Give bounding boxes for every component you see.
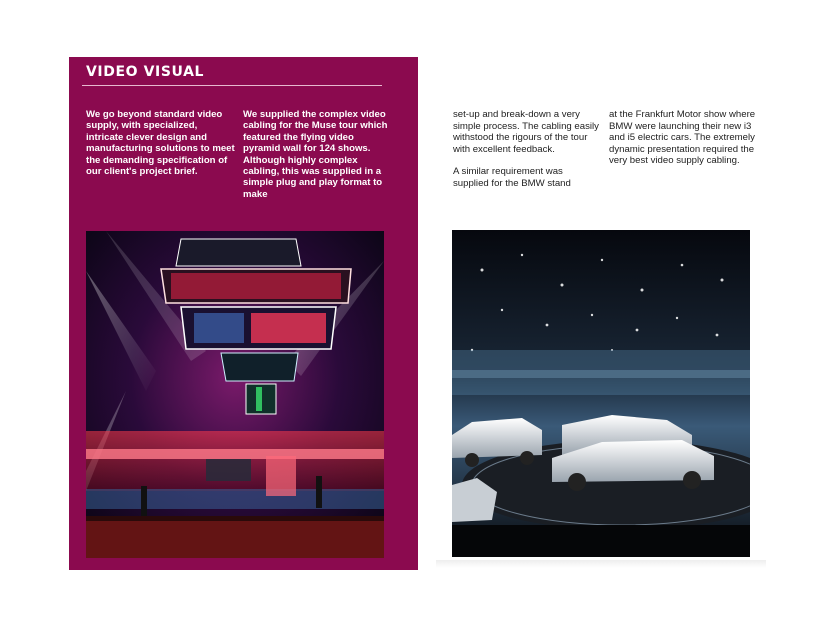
section-title: VIDEO VISUAL — [86, 64, 205, 80]
pyramid-highlight: flying video pyramid wall for 124 shows. — [243, 131, 371, 155]
muse-paragraph — [243, 109, 393, 200]
right-col1-paragraph-2: A similar requirement was supplied for the BMW stand — [453, 166, 571, 189]
muse-text-a: We supplied the complex video cabling for the — [243, 109, 386, 132]
page-shadow — [436, 560, 766, 568]
muse-concert-photo — [86, 231, 384, 558]
muse-text-e: Although highly complex cabling, this was supplied in a simple plug and play format to make — [243, 154, 383, 200]
muse-text-c: which featured the — [243, 120, 388, 143]
right-col1-paragraph-1: set-up and break-down a very simple process. The cabling easily withstood the rigours of the tour with excellent feedback. — [453, 109, 599, 155]
muse-tour-highlight: Muse tour — [311, 120, 358, 132]
bmw-stand-photo — [452, 230, 750, 557]
right-column-1 — [453, 109, 601, 201]
title-divider — [82, 85, 382, 86]
right-col2-paragraph-1: at the Frankfurt Motor show where BMW were launching their new i3 and i5 electric cars. The extremely dynamic presentation required the very best video supply cabling. — [609, 109, 756, 167]
right-column-2 — [609, 109, 757, 178]
intro-paragraph: We go beyond standard video supply, with specialized, intricate clever design and manufacturing solutions to meet the demanding specification of our client's project brief. — [86, 109, 235, 178]
